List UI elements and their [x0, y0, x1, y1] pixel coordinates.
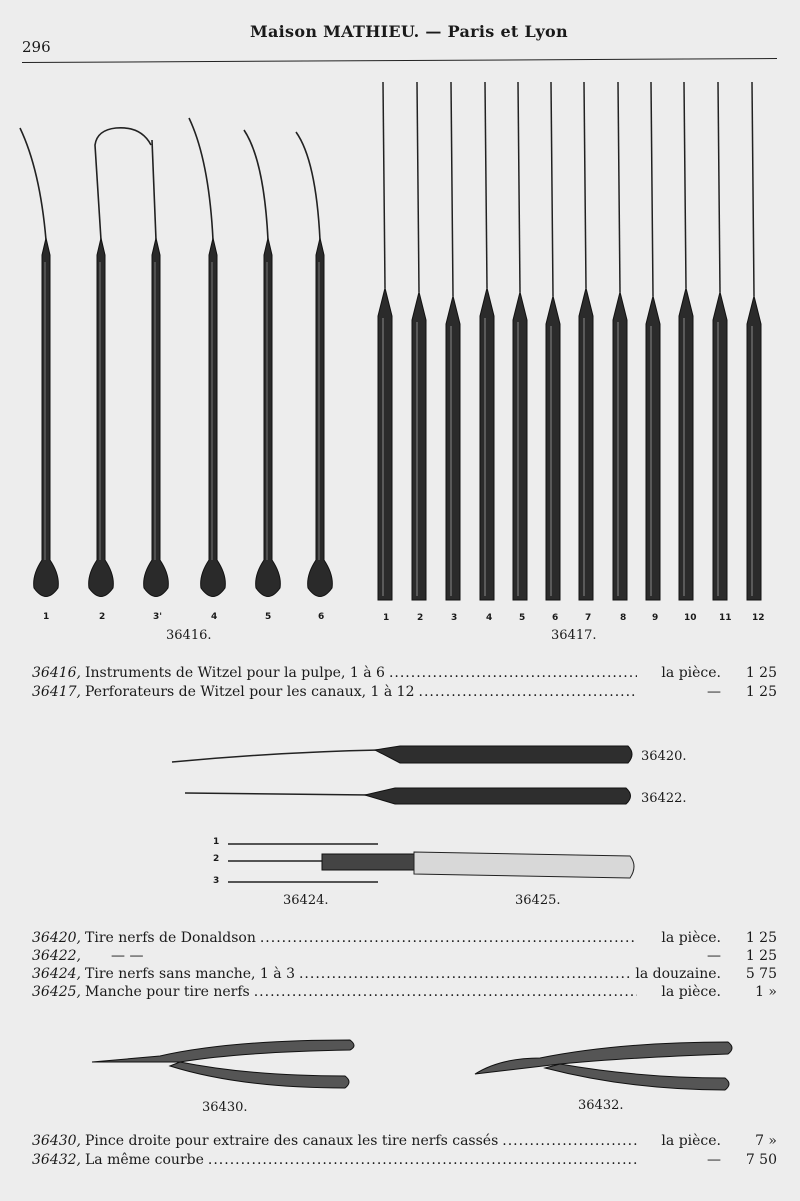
- item-unit: la pièce.: [661, 665, 721, 681]
- perforator-needle: [383, 82, 385, 288]
- perforator-needle: [718, 82, 720, 292]
- fig1-number: 4: [211, 612, 218, 622]
- item-price: 1 25: [745, 948, 777, 964]
- fig1-label: 36416.: [166, 628, 212, 643]
- item-description: La même courbe: [85, 1152, 204, 1168]
- perforator-needle: [752, 82, 754, 296]
- perforator-handle: [378, 288, 392, 600]
- handle-body: [414, 852, 634, 878]
- item-unit: la pièce.: [661, 984, 721, 1000]
- leader-dots: [208, 1152, 637, 1168]
- figure-36430-36432-pliers: [92, 1040, 732, 1090]
- fig2-number: 8: [620, 613, 627, 623]
- leader-dots: [299, 966, 631, 982]
- item-description: Instruments de Witzel pour la pulpe, 1 à 6: [85, 665, 385, 681]
- perforator-handle: [713, 292, 727, 600]
- instrument-handle: [144, 238, 169, 597]
- instrument-tip: [189, 118, 213, 240]
- item-code: 36416,: [32, 665, 81, 681]
- catalog-line: [32, 930, 777, 948]
- perforator-handle: [546, 296, 560, 600]
- fig5-label-b: 36432.: [578, 1098, 624, 1113]
- perforator-needle: [451, 82, 453, 296]
- fig1-number: 6: [318, 612, 325, 622]
- fig2-label: 36417.: [551, 628, 597, 643]
- item-code: 36430,: [32, 1133, 81, 1149]
- instrument-handle: [89, 238, 114, 597]
- figure-36416-instruments: [20, 118, 332, 597]
- figure-36420-36422-tire-nerfs: [172, 746, 632, 804]
- item-description: Pince droite pour extraire des canaux les tire nerfs cassés: [85, 1133, 499, 1149]
- plier-upper-arm: [92, 1040, 354, 1062]
- figure-36424-36425-handle: [228, 844, 634, 882]
- item-price: 5 75: [745, 966, 777, 982]
- perforator-handle: [613, 292, 627, 600]
- instrument-tip: [296, 132, 320, 240]
- fig2-number: 9: [652, 613, 659, 623]
- fig2-number: 6: [552, 613, 559, 623]
- fig1-number: 2: [99, 612, 106, 622]
- item-unit: la pièce.: [661, 1133, 721, 1149]
- fig4-label-b: 36425.: [515, 893, 561, 908]
- item-unit: la pièce.: [661, 930, 721, 946]
- instrument-handle: [34, 238, 59, 597]
- fig3-label: 36422.: [641, 791, 687, 806]
- fig2-number: 2: [417, 613, 424, 623]
- instrument-tip: [20, 128, 46, 240]
- item-price: 7 »: [755, 1133, 777, 1149]
- item-code: 36420,: [32, 930, 81, 946]
- perforator-handle: [513, 292, 527, 600]
- fig5-label-a: 36430.: [202, 1100, 248, 1115]
- perforator-needle: [518, 82, 520, 292]
- leader-dots: [260, 930, 637, 946]
- page-number: 296: [22, 38, 51, 56]
- handle-ferrule: [322, 854, 414, 870]
- catalog-line: [32, 665, 777, 683]
- item-description: Tire nerfs sans manche, 1 à 3: [85, 966, 295, 982]
- instrument-handle: [308, 238, 333, 597]
- item-unit: la douzaine.: [635, 966, 721, 982]
- catalog-line: [32, 948, 777, 966]
- item-unit: —: [707, 1152, 721, 1168]
- perforator-needle: [618, 82, 620, 292]
- fig4-label-a: 36424.: [283, 893, 329, 908]
- leader-dots: [502, 1133, 637, 1149]
- figure-36417-perforators: [378, 82, 761, 600]
- perforator-needle: [485, 82, 487, 288]
- fig4-number: 3: [213, 876, 220, 886]
- item-description: Tire nerfs de Donaldson: [85, 930, 256, 946]
- fig2-number: 5: [519, 613, 526, 623]
- instrument-handle: [201, 238, 226, 597]
- fig2-number: 3: [451, 613, 458, 623]
- item-unit: —: [707, 948, 721, 964]
- item-code: 36422,: [32, 948, 81, 964]
- item-code: 36425,: [32, 984, 81, 1000]
- fig4-number: 1: [213, 837, 220, 847]
- fig1-number: 3': [153, 612, 163, 622]
- page-header: Maison MATHIEU. — Paris et Lyon: [250, 22, 568, 41]
- fig2-number: 10: [684, 613, 697, 623]
- catalog-line: [32, 1152, 777, 1170]
- perforator-handle: [747, 296, 761, 600]
- plier-lower-arm: [170, 1062, 349, 1088]
- perforator-needle: [684, 82, 686, 288]
- perforator-handle: [446, 296, 460, 600]
- item-code: 36417,: [32, 684, 81, 700]
- perforator-handle: [480, 288, 494, 600]
- plier-lower-arm: [545, 1064, 729, 1090]
- perforator-needle: [651, 82, 653, 296]
- item-price: 1 25: [745, 684, 777, 700]
- plier-upper-arm: [475, 1042, 732, 1074]
- fig3-label: 36420.: [641, 749, 687, 764]
- item-price: 7 50: [745, 1152, 777, 1168]
- fig2-number: 12: [752, 613, 765, 623]
- leader-dots: [419, 684, 638, 700]
- perforator-handle: [679, 288, 693, 600]
- item-price: 1 25: [745, 930, 777, 946]
- perforator-needle: [551, 82, 553, 296]
- instrument-tip: [95, 128, 151, 240]
- fig2-number: 4: [486, 613, 493, 623]
- instrument-handle: [256, 238, 281, 597]
- item-unit: —: [707, 684, 721, 700]
- item-code: 36424,: [32, 966, 81, 982]
- item-description: Manche pour tire nerfs: [85, 984, 250, 1000]
- item-price: 1 25: [745, 665, 777, 681]
- item-price: 1 »: [755, 984, 777, 1000]
- catalog-line: [32, 966, 777, 984]
- leader-dots: [389, 665, 637, 681]
- fig2-number: 11: [719, 613, 732, 623]
- catalog-line: [32, 1133, 777, 1151]
- fig1-number: 5: [265, 612, 272, 622]
- item-description: — —: [111, 948, 144, 964]
- instrument-tip: [244, 130, 268, 240]
- tire-nerf-needle: [185, 793, 370, 795]
- fig2-number: 1: [383, 613, 390, 623]
- instrument-tip: [152, 140, 156, 240]
- tire-nerf-handle: [375, 746, 632, 763]
- perforator-handle: [412, 292, 426, 600]
- leader-dots: [254, 984, 637, 1000]
- perforator-needle: [584, 82, 586, 288]
- item-code: 36432,: [32, 1152, 81, 1168]
- catalog-line: [32, 984, 777, 1002]
- catalog-line: [32, 684, 777, 702]
- item-description: Perforateurs de Witzel pour les canaux, 1 à 12: [85, 684, 415, 700]
- fig4-number: 2: [213, 854, 220, 864]
- fig1-number: 1: [43, 612, 50, 622]
- tire-nerf-needle: [172, 750, 380, 762]
- tire-nerf-handle: [365, 788, 631, 804]
- perforator-handle: [579, 288, 593, 600]
- perforator-needle: [417, 82, 419, 292]
- fig2-number: 7: [585, 613, 592, 623]
- perforator-handle: [646, 296, 660, 600]
